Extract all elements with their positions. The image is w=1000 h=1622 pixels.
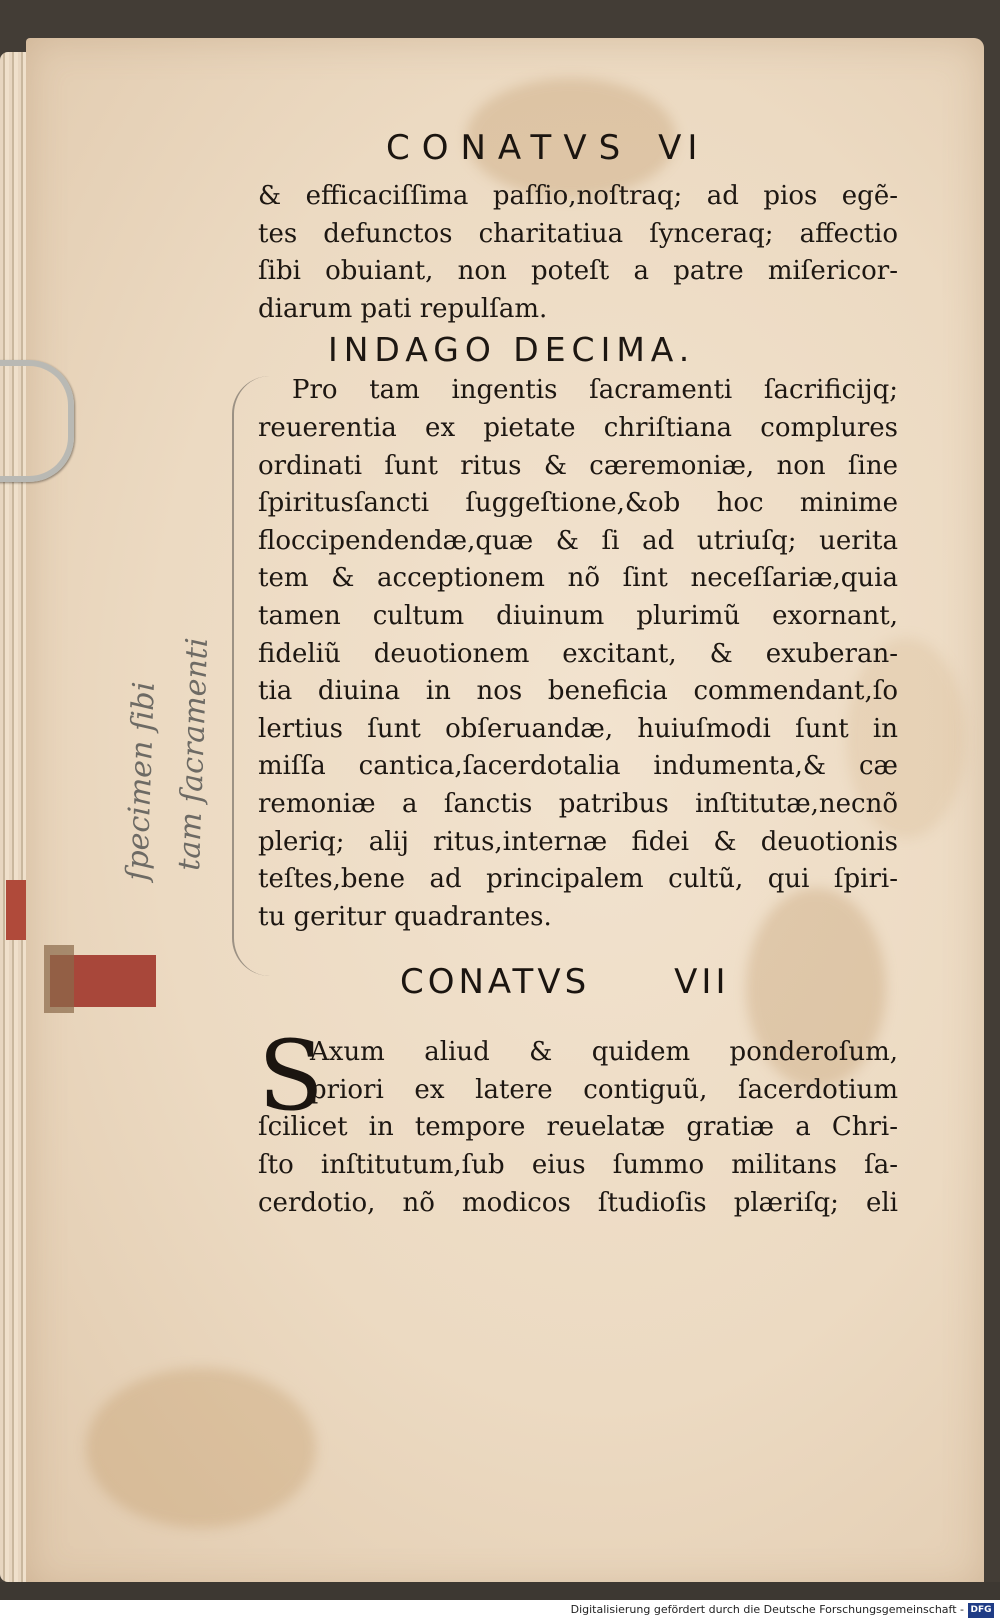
text-line: tes defunctos charitatiua ſynceraq; affectio — [258, 218, 898, 249]
text-line: reuerentia ex pietate chriſtiana complures — [258, 412, 898, 443]
text-line: ſpiritusſancti ſuggeſtione,&ob hoc minime — [258, 488, 898, 519]
text-line: lertius ſunt obſeruandæ, huiuſmodi ſunt in — [258, 713, 898, 744]
funding-notice: Digitalisierung gefördert durch die Deutsche Forschungsgemeinschaft - — [570, 1603, 964, 1616]
page-text — [258, 128, 898, 1222]
footer-bar — [0, 1600, 1000, 1622]
scan-bottom-edge — [0, 1582, 1000, 1600]
heading-number: VII — [674, 962, 730, 1003]
text-line: priori ex latere contiguũ, ſacerdotium — [310, 1074, 898, 1105]
margin-note: tam ſacramenti — [172, 637, 216, 872]
section-heading: INDAGO DECIMA. — [328, 330, 696, 370]
text-line: ſcilicet in tempore reuelatæ gratiæ a Chri- — [258, 1112, 898, 1143]
text-line: cerdotio, nõ modicos ſtudioſis plæriſq; eli — [258, 1187, 898, 1218]
dfg-logo: DFG — [968, 1603, 994, 1618]
text-line: ſibi obuiant, non poteſt a patre miſericor- — [258, 256, 898, 287]
text-line: miſſa cantica,ſacerdotalia indumenta,& cæ — [258, 751, 898, 782]
text-line: tamen cultum diuinum plurimũ exornant, — [258, 600, 898, 631]
text-line: teſtes,bene ad principalem cultũ, qui ſpiri- — [258, 864, 898, 895]
text-line: pleriq; alij ritus,internæ fidei & deuotionis — [258, 826, 898, 857]
water-stain — [86, 1368, 316, 1528]
margin-note: ſpecimen ſibi — [120, 681, 162, 882]
drop-cap: S — [258, 1020, 324, 1133]
text-line: tu geritur quadrantes. — [258, 901, 552, 932]
heading-word: CONATVS — [400, 962, 591, 1003]
text-line: ordinati ſunt ritus & cæremoniæ, non ſine — [258, 450, 898, 481]
text-line: remoniæ a ſanctis patribus inſtitutæ,necnõ — [258, 788, 898, 819]
text-line: Axum aliud & quidem ponderoſum, — [310, 1037, 898, 1068]
text-line: tia diuina in nos beneficia commendant,ſo — [258, 676, 898, 707]
text-line: fideliũ deuotionem excitant, & exuberan- — [258, 638, 898, 669]
text-line: diarum pati repulſam. — [258, 293, 548, 324]
bookmark-strip — [50, 955, 156, 1007]
text-line: tem & acceptionem nõ ſint neceſſariæ,quia — [258, 563, 898, 594]
paper-clip — [0, 360, 74, 482]
heading-word: CONATVS — [386, 128, 633, 168]
bookmark-tab — [6, 880, 26, 940]
text-line: Pro tam ingentis ſacramenti ſacrificijq; — [292, 375, 898, 406]
text-line: floccipendendæ,quæ & ſi ad utriuſq; uerita — [258, 525, 898, 556]
text-line: & efficaciſſima paſſio,noſtraq; ad pios egẽ- — [258, 181, 898, 211]
chapter-heading — [400, 962, 898, 1034]
text-line: ſto inſtitutum,ſub eius ſummo militans ſa- — [258, 1150, 898, 1181]
heading-number: VI — [658, 128, 704, 168]
chapter-heading — [386, 128, 898, 178]
paragraph-with-dropcap — [258, 1020, 898, 1222]
